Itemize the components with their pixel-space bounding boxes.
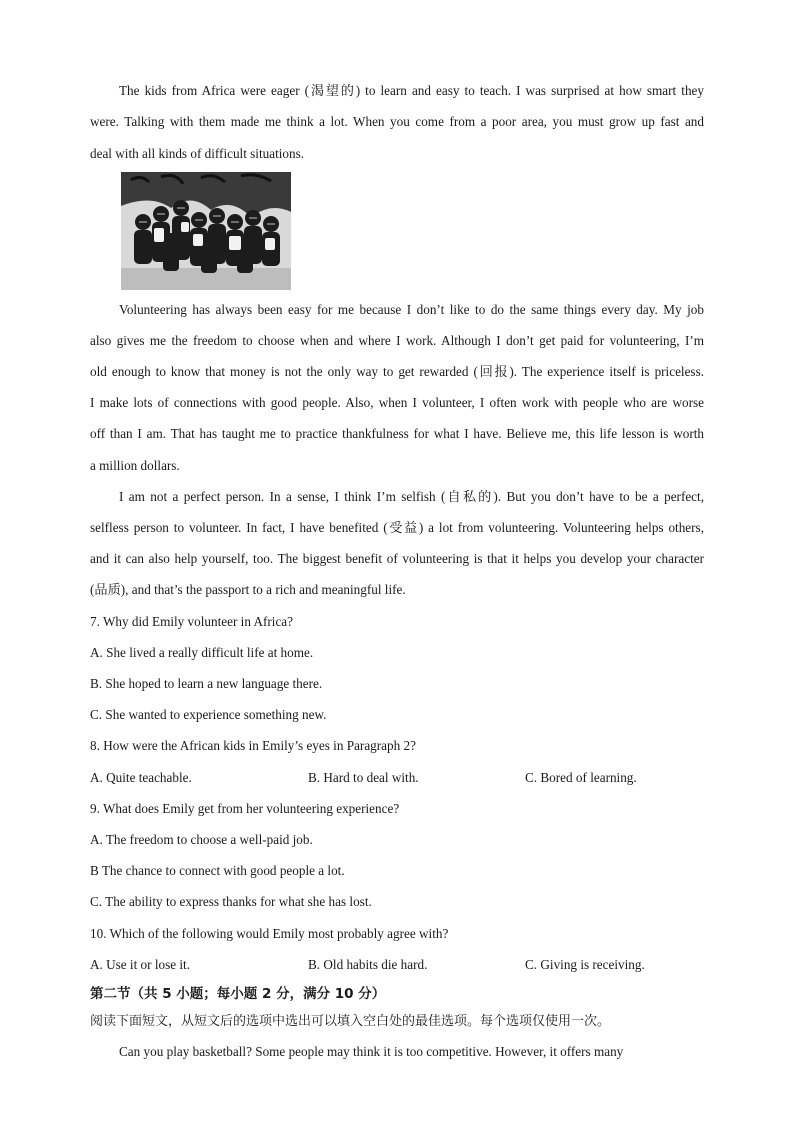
passage-line: Can you play basketball? Some people may think it is too competitive. However, it offers many <box>119 1044 624 1059</box>
african-children-photo <box>121 172 291 290</box>
question-stem: 7. Why did Emily volunteer in Africa? <box>90 614 294 629</box>
paragraph-line: a million dollars. <box>90 458 180 473</box>
paragraph-line: also gives me the freedom to choose when and where I work. Although I don’t get paid for volunteering, I’m <box>90 333 704 348</box>
paragraph-line: were. Talking with them made me think a lot. When you come from a poor area, you must grow up fast and <box>90 114 704 129</box>
question-stem: 9. What does Emily get from her volunteering experience? <box>90 801 400 816</box>
paragraph-line: old enough to know that money is not the only way to get rewarded (回报). The experience itself is priceless. <box>90 364 704 379</box>
paragraph-line: I make lots of connections with good people. Also, when I volunteer, I often work with people who are worse <box>90 395 704 410</box>
question-stem: 8. How were the African kids in Emily’s eyes in Paragraph 2? <box>90 738 416 753</box>
answer-option: C. She wanted to experience something new. <box>90 707 327 722</box>
section-instruction: 阅读下面短文，从短文后的选项中选出可以填入空白处的最佳选项。每个选项仅使用一次。 <box>90 1014 611 1029</box>
answer-option: B. Hard to deal with. <box>308 770 419 785</box>
answer-option: C. Giving is receiving. <box>525 957 645 972</box>
answer-option: C. The ability to express thanks for what she has lost. <box>90 894 372 909</box>
paragraph-line: and it can also help yourself, too. The biggest benefit of volunteering is that it helps you develop your character <box>90 551 704 566</box>
paragraph-line: (品质), and that’s the passport to a rich and meaningful life. <box>90 582 406 597</box>
answer-option: A. She lived a really difficult life at home. <box>90 645 314 660</box>
answer-option: B. Old habits die hard. <box>308 957 428 972</box>
paragraph-line: Volunteering has always been easy for me because I don’t like to do the same things every day. My job <box>119 302 704 317</box>
paragraph-line: selfless person to volunteer. In fact, I have benefited (受益) a lot from volunteering. Volunteering helps others, <box>90 520 704 535</box>
answer-option: B. She hoped to learn a new language there. <box>90 676 323 691</box>
paragraph-line: I am not a perfect person. In a sense, I think I’m selfish (自私的). But you don’t have to be a perfect, <box>119 489 704 504</box>
section-heading: 第二节（共 5 小题；每小题 2 分，满分 10 分） <box>90 986 386 1002</box>
question-stem: 10. Which of the following would Emily most probably agree with? <box>90 926 449 941</box>
paragraph-line: deal with all kinds of difficult situations. <box>90 146 305 161</box>
answer-option: B The chance to connect with good people a lot. <box>90 863 345 878</box>
paragraph-line: off than I am. That has taught me to practice thankfulness for what I have. Believe me, this life lesson is worth <box>90 426 704 441</box>
paragraph-line: The kids from Africa were eager (渴望的) to learn and easy to teach. I was surprised at how smart they <box>119 83 704 98</box>
answer-option: C. Bored of learning. <box>525 770 637 785</box>
answer-option: A. Use it or lose it. <box>90 957 190 972</box>
answer-option: A. The freedom to choose a well-paid job. <box>90 832 313 847</box>
answer-option: A. Quite teachable. <box>90 770 192 785</box>
